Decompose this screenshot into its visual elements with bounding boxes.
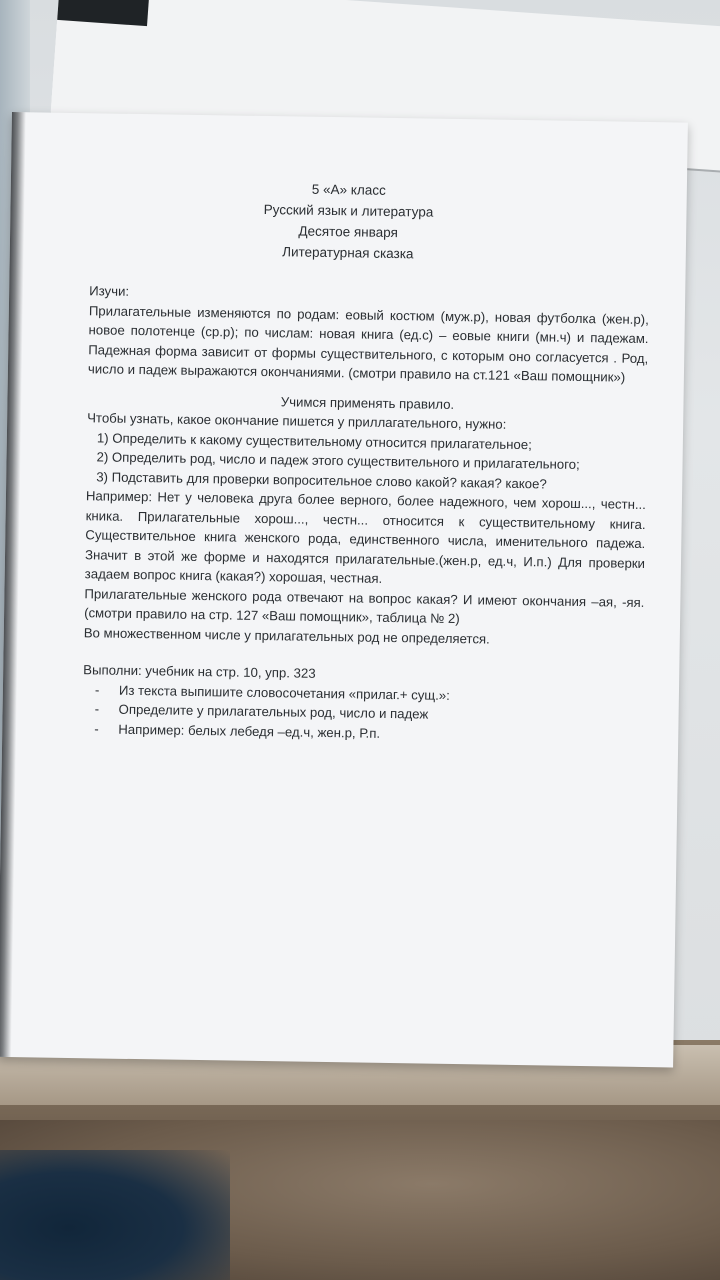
task-item-text: Из текста выпишите словосочетания «прилаг.+ сущ.»: [118,682,450,703]
task-item-text: Определите у прилагательных род, число и падеж [118,701,429,722]
plural-note: Во множественном числе у прилагательных род не определяется. [83,624,490,647]
task-title: Выполни: учебник на стр. 10, упр. 323 [83,662,316,681]
dark-fabric [0,1150,230,1280]
study-paragraph: Прилагательные изменяются по родам: еовый костюм (муж.р), новая футболка (жен.р), новое полотенце (ср.р); по числам: новая книга (ед.с) – еовые книги (мн.ч) и падежам. Падежная форма зависит от формы существительного, с которым оно согласуется . Род, число и падеж выражаются окончаниями. (смотри правило на ст.121 «Ваш помощник») [87,302,649,385]
rule-paragraph: Прилагательные женского рода отвечают на вопрос какая? И имеют окончания –ая, -яя. (смотри правило на стр. 127 «Ваш помощник», таблица № 2) [84,585,645,627]
worksheet-page [0,112,688,1068]
subject-line: Русский язык и литература [263,201,434,220]
class-line: 5 «А» класс [311,181,386,198]
step-item: 1) Определить к какому существительному относится прилагательное; [96,429,532,452]
steps-list [86,428,647,495]
date-line: Десятое января [298,223,399,241]
worksheet-header [10,174,687,269]
task-item-text: Например: белых лебедя –ед.ч, жен.р, Р.п. [118,721,381,741]
step-item: 2) Определить род, число и падеж этого существительного и прилагательного; [96,449,580,472]
example-paragraph: Например: Нет у человека друга более верного, более надежного, чем хорош..., честн... кника. Прилагательные хорош..., честн... относится к существительному книга. Существительное книга женского рода, единственного числа, именительного падежа. Значит в этой же форме и находятся прилагательные.(жен.р, ед.ч, И.п.) Для проверки задаем вопрос книга (какая?) хорошая, честная. [84,488,647,586]
task-list [82,680,643,747]
step-item: 3) Подставить для проверки вопросительное слово какой? какая? какое? [96,468,547,491]
topic-line: Литературная сказка [282,244,414,262]
practice-intro: Чтобы узнать, какое окончание пишется у приллагательного, нужно: [87,410,507,432]
bullet-dash: - [94,681,100,697]
study-label: Изучи: [89,283,130,299]
worksheet-body [82,281,649,747]
bullet-dash: - [94,720,99,736]
bullet-dash: - [94,701,100,717]
practice-title: Учимся применять правило. [280,393,455,412]
